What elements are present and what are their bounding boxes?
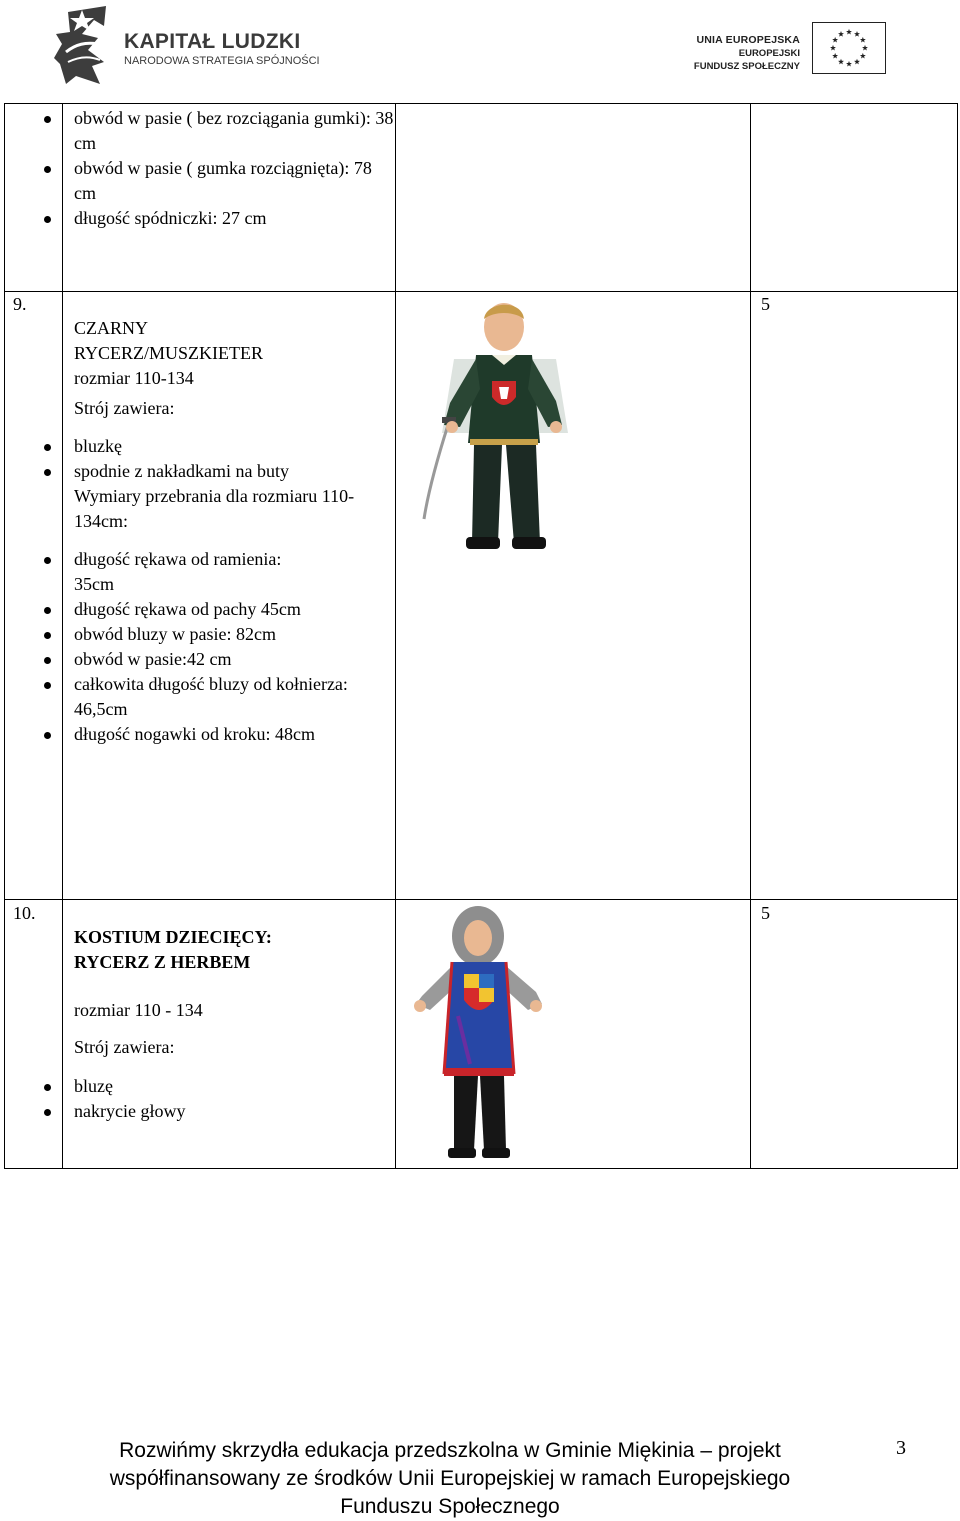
continued-row-description [74,106,394,231]
list-item [4,597,318,622]
column-divider [395,103,396,1169]
contents-list [4,434,394,484]
list-item [4,1099,394,1124]
kapital-ludzki-subtitle: NARODOWA STRATEGIA SPÓJNOŚCI [124,55,320,67]
kapital-ludzki-title: KAPITAŁ LUDZKI [124,30,301,53]
column-divider [750,103,751,1169]
kapital-ludzki-logo [52,4,320,88]
costume-photo [408,904,548,1166]
list-item [4,647,318,672]
costume-table [4,103,958,1169]
list-item-text: długość rękawa od pachy 45cm [74,599,301,619]
footer-line: Funduszu Społecznego [340,1495,560,1518]
eu-star-icon [860,37,866,43]
table-border [957,103,958,1169]
continued-dimension-list [4,106,394,231]
table-border [4,103,958,104]
list-item-text: całkowita długość bluzy od kołnierza: 46,5cm [74,674,348,719]
list-item-text: obwód w pasie:42 cm [74,649,232,669]
costume-title-line2: RYCERZ/MUSZKIETER [74,343,264,363]
row-number: 9. [13,294,27,314]
list-item-text: obwód bluzy w pasie: 82cm [74,624,276,644]
list-item [4,1074,394,1099]
eu-star-icon [860,53,866,59]
eu-star-icon [846,61,852,67]
costume-title-line2: RYCERZ Z HERBEM [74,952,251,972]
footer-project-note [40,1437,860,1521]
list-item-text: długość nogawki od kroku: 48cm [74,724,315,744]
list-item-text: bluzę [74,1076,113,1096]
eu-flag-icon [812,22,886,74]
eu-star-icon [830,45,836,51]
list-item-text: nakrycie głowy [74,1101,186,1121]
eu-star-icon [862,45,868,51]
contents-list [4,1074,394,1124]
contains-label: Strój zawiera: [74,1037,175,1057]
eu-logo-line2: EUROPEJSKI [738,48,800,59]
list-item-text: bluzkę [74,436,122,456]
row-number: 10. [13,903,36,923]
list-item [4,434,394,459]
eu-star-icon [846,29,852,35]
eu-logo-line3: FUNDUSZ SPOŁECZNY [693,61,800,72]
list-item-text: długość rękawa od ramienia: 35cm [74,549,282,594]
dimensions-label: Wymiary przebrania dla rozmiaru 110-134cm: [74,486,355,531]
list-item [4,206,394,231]
row-divider [4,291,958,292]
quantity: 5 [761,294,770,314]
eu-star-icon [854,59,860,65]
page-number: 3 [896,1437,906,1459]
costume-photo [406,293,606,561]
list-item-text: długość spódniczki: 27 cm [74,208,267,228]
dimensions-list [4,547,394,747]
kapital-ludzki-emblem-icon [52,4,116,88]
costume-title-line1: CZARNY [74,318,149,338]
contains-label: Strój zawiera: [74,398,175,418]
costume-title-line1: KOSTIUM DZIECIĘCY: [74,927,272,947]
eu-star-icon [832,53,838,59]
eu-logo-line1: UNIA EUROPEJSKA [696,34,800,46]
row-divider [4,899,958,900]
eu-star-icon [832,37,838,43]
list-item-text: obwód w pasie ( gumka rozciągnięta): 78 cm [74,158,372,203]
list-item [4,459,394,484]
list-item [4,156,394,206]
footer-line: Rozwińmy skrzydła edukacja przedszkolna w Gminie Miękinia – projekt [119,1439,781,1462]
table-border [4,1168,958,1169]
eu-logo-text [694,34,800,73]
row-description [74,316,394,747]
list-item [4,722,348,747]
list-item [4,672,348,722]
quantity: 5 [761,903,770,923]
footer-line: współfinansowany ze środków Unii Europejskiej w ramach Europejskiego [109,1467,791,1490]
eu-logo [678,14,900,80]
list-item [4,106,394,156]
costume-size: rozmiar 110-134 [74,368,194,388]
list-item-text: spodnie z nakładkami na buty [74,461,289,481]
row-description [74,925,394,1124]
list-item [4,547,318,597]
eu-star-icon [854,31,860,37]
list-item-text: obwód w pasie ( bez rozciągania gumki): 38 cm [74,108,394,153]
costume-size: rozmiar 110 - 134 [74,1000,203,1020]
eu-star-icon [838,31,844,37]
eu-star-icon [838,59,844,65]
list-item [4,622,318,647]
